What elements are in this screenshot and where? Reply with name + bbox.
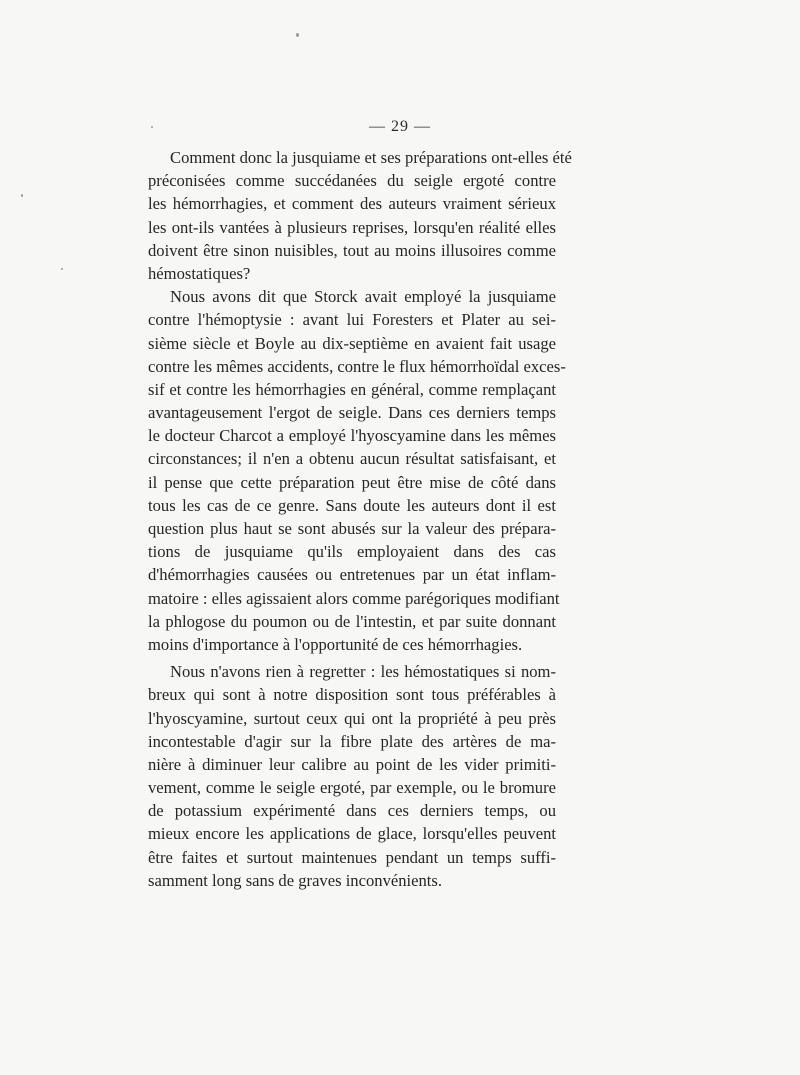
text-line: de potassium expérimenté dans ces derniers temps, ou — [148, 801, 556, 821]
text-line: tions de jusquiame qu'ils employaient dans des cas — [148, 542, 556, 562]
text-line: avantageusement l'ergot de seigle. Dans ces derniers temps — [148, 403, 556, 423]
paper-speck — [61, 268, 63, 270]
text-line: contre les mêmes accidents, contre le flux hémorrhoïdal exces- — [148, 356, 566, 376]
text-line: tous les cas de ce genre. Sans doute les auteurs dont il est — [148, 495, 556, 515]
text-line: incontestable d'agir sur la fibre plate des artères de ma- — [148, 731, 556, 751]
text-line: le docteur Charcot a employé l'hyoscyamine dans les mêmes — [148, 426, 556, 446]
paper-speck — [21, 194, 23, 197]
text-line: doivent être sinon nuisibles, tout au moins illusoires comme — [148, 240, 556, 260]
text-line: Nous n'avons rien à regretter : les hémostatiques si nom- — [170, 662, 556, 682]
text-line: hémostatiques? — [148, 263, 251, 283]
text-line: mieux encore les applications de glace, lorsqu'elles peuvent — [148, 824, 556, 844]
text-line: sif et contre les hémorrhagies en général, comme remplaçant — [148, 379, 556, 399]
text-line: être faites et surtout maintenues pendant un temps suffi- — [148, 847, 556, 867]
text-line: les hémorrhagies, et comment des auteurs vraiment sérieux — [148, 194, 556, 214]
text-line: préconisées comme succédanées du seigle ergoté contre — [148, 171, 556, 191]
text-line: circonstances; il n'en a obtenu aucun résultat satisfaisant, et — [148, 449, 556, 469]
text-line: samment long sans de graves inconvénients. — [148, 870, 443, 890]
text-line: matoire : elles agissaient alors comme parégoriques modifiant — [148, 588, 560, 608]
text-line: contre l'hémoptysie : avant lui Foresters et Plater au sei- — [148, 310, 556, 330]
text-line: vement, comme le seigle ergoté, par exemple, ou le bromure — [148, 778, 556, 798]
text-line: l'hyoscyamine, surtout ceux qui ont la propriété à peu près — [148, 708, 556, 728]
text-line: nière à diminuer leur calibre au point de les vider primiti- — [148, 754, 556, 774]
text-line: Comment donc la jusquiame et ses préparations ont-elles été — [170, 148, 572, 167]
text-line: sième siècle et Boyle au dix-septième en avaient fait usage — [148, 333, 556, 353]
page-number: — 29 — — [369, 118, 431, 135]
text-line: il pense que cette préparation peut être mise de côté dans — [148, 472, 556, 492]
paper-speck — [296, 33, 299, 37]
text-line: les ont-ils vantées à plusieurs reprises, lorsqu'en réalité elles — [148, 217, 556, 237]
paragraph-1 — [148, 146, 572, 285]
text-line: Nous avons dit que Storck avait employé la jusquiame — [170, 287, 556, 307]
text-line: la phlogose du poumon ou de l'intestin, et par suite donnant — [148, 611, 556, 631]
text-line: d'hémorrhagies causées ou entretenues par un état inflam- — [148, 565, 556, 585]
text-line: question plus haut se sont abusés sur la valeur des prépara- — [148, 519, 556, 538]
body-text — [148, 146, 572, 892]
text-line: moins d'importance à l'opportunité de ces hémorrhagies. — [148, 634, 523, 654]
paragraph-2 — [148, 285, 566, 656]
paragraph-3 — [148, 660, 556, 892]
text-line: breux qui sont à notre disposition sont tous préférables à — [148, 685, 556, 705]
